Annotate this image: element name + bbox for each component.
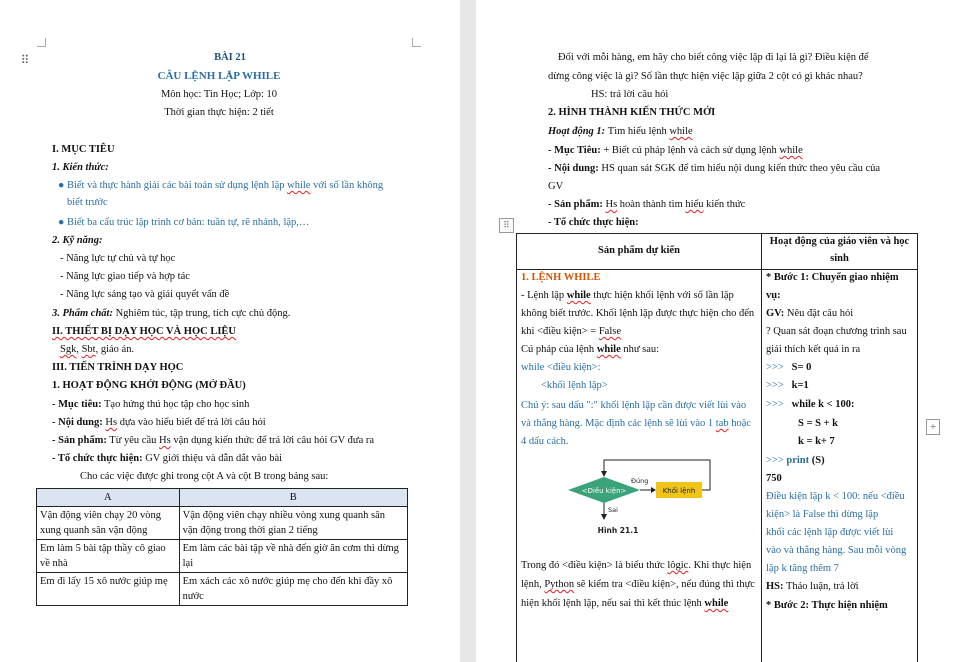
flowchart-condition-label: <Điều kiện> <box>581 487 627 495</box>
header-expected-product: Sản phẩm dự kiến <box>598 245 680 256</box>
flowchart-block-label: Khối lệnh <box>662 487 696 495</box>
question-1: ? Quan sát đoạn chương trình sau <box>766 326 907 337</box>
ab-table <box>36 488 408 606</box>
activity-product: - Sản phẩm: Hs hoàn thành tìm hiểu kiến thức <box>548 199 746 210</box>
qualities-line: 3. Phẩm chất: Nghiêm túc, tập trung, tích cực chủ động. <box>52 308 291 319</box>
table-row: Vận động viên chạy 20 vòng xung quanh sân vận động Vận động viên chạy nhiều vòng xung quanh sân vận động trong thời gian 2 tiếng <box>37 507 408 540</box>
bullet-knowledge-1-cont: biết trước <box>67 197 108 208</box>
note-line-1: Chú ý: sau dấu ":" khối lệnh lặp cần được viết lùi vào <box>521 400 747 411</box>
margin-mark <box>37 38 46 47</box>
skill-2: - Năng lực giao tiếp và hợp tác <box>60 271 190 282</box>
lesson-title: CÂU LỆNH LẶP WHILE <box>157 70 281 82</box>
header-teacher-activity: Hoạt động của giáo viên và học <box>769 236 910 247</box>
header-b: B <box>179 489 407 507</box>
desc-line-2: không biết trước. Khối lệnh lặp được thực hiện cho đến <box>521 308 755 319</box>
syntax-line-2: <khối lệnh lặp> <box>541 380 608 391</box>
materials-line: Sgk, Sbt, giáo án. <box>60 344 135 355</box>
bullet-knowledge-1: ● Biết và thực hành giải các bài toán sử dụng lệnh lặp while với số lần không <box>58 180 384 191</box>
page-right <box>476 0 958 662</box>
code-line-6: >>> print (S) <box>766 455 825 466</box>
code-output: 750 <box>766 473 782 484</box>
note-line-2: và thẳng hàng. Mặc định các lệnh sẽ lùi vào 1 tab hoặc <box>521 418 752 429</box>
lesson-table <box>516 233 918 662</box>
header-divider <box>517 269 917 270</box>
code-line-5: k = k+ 7 <box>798 436 835 447</box>
question-line-3: HS: trả lời câu hỏi <box>591 89 669 100</box>
section-materials: II. THIẾT BỊ DẠY HỌC VÀ HỌC LIỆU <box>52 326 236 337</box>
student-line: HS: Thảo luận, trả lời <box>766 581 859 592</box>
section-new-knowledge: 2. HÌNH THÀNH KIẾN THỨC MỚI <box>548 107 716 118</box>
start-goal: - Mục tiêu: Tạo hứng thú học tập cho học sinh <box>52 399 250 410</box>
flowchart-false-label: Sai <box>608 506 618 514</box>
start-organization: - Tổ chức thực hiện: GV giới thiệu và dẫn dắt vào bài <box>52 453 283 464</box>
column-divider <box>761 234 762 662</box>
header-teacher-activity-cont: sinh <box>830 253 849 264</box>
explain-line-3: hiện khối lệnh lặp, nếu sai thì kết thúc lệnh while <box>521 598 729 609</box>
flowchart-figure <box>565 456 715 536</box>
explain-line-1: Trong đó <điều kiện> là biểu thức lôgic. Khi thực hiện <box>521 560 752 571</box>
drag-handle-icon[interactable]: ⠿ <box>20 52 30 67</box>
step-2: * Bước 2: Thực hiện nhiệm <box>766 600 888 611</box>
activity-organization: - Tổ chức thực hiện: <box>548 217 639 228</box>
flowchart-caption: Hình 21.1 <box>597 526 639 535</box>
teacher-line: GV: Nêu đặt câu hỏi <box>766 308 854 319</box>
explain-r-2: kiện> là False thì dừng lặp <box>766 509 879 520</box>
flowchart-true-label: Đúng <box>631 477 649 485</box>
subsection-knowledge: 1. Kiến thức: <box>52 162 109 173</box>
plus-icon[interactable]: + <box>926 419 940 435</box>
note-line-3: 4 dấu cách. <box>521 436 569 447</box>
margin-mark <box>412 38 421 47</box>
table-row: Em làm 5 bài tập thầy cô giao về nhà Em làm các bài tập về nhà đến giờ ăn cơm thì dừng lại <box>37 540 408 573</box>
section-while: 1. LỆNH WHILE <box>521 272 601 283</box>
table-move-icon[interactable]: ⠿ <box>499 218 514 233</box>
skill-3: - Năng lực sáng tạo và giải quyết vấn đề <box>60 289 230 300</box>
explain-r-5: lặp k tăng thêm 7 <box>766 563 839 574</box>
activity-content: - Nội dung: HS quan sát SGK để tìm hiểu nội dung kiến thức theo yêu cầu của <box>548 163 881 174</box>
header-a: A <box>37 489 180 507</box>
step-1-cont: vụ: <box>766 290 781 301</box>
explain-r-1: Điều kiện lặp k < 100: nếu <điều <box>766 491 905 502</box>
code-line-2: >>> k=1 <box>766 380 809 391</box>
start-product: - Sản phẩm: Từ yêu cầu Hs vận dụng kiến thức để trả lời câu hỏi GV đưa ra <box>52 435 375 446</box>
bullet-knowledge-2: ● Biết ba cấu trúc lập trình cơ bản: tuần tự, rẽ nhánh, lặp,… <box>58 217 310 228</box>
step-1: * Bước 1: Chuyển giao nhiệm <box>766 272 899 283</box>
code-line-3: >>> while k < 100: <box>766 399 855 410</box>
activity-start-heading: 1. HOẠT ĐỘNG KHỞI ĐỘNG (MỞ ĐẦU) <box>52 380 246 391</box>
desc-line-3: khi <điều kiện> = False <box>521 326 622 337</box>
page-left <box>0 0 460 662</box>
code-line-1: >>> S= 0 <box>766 362 812 373</box>
table-intro: Cho các việc được ghi trong cột A và cột B trong bảng sau: <box>80 471 329 482</box>
start-content: - Nội dung: Hs dựa vào hiểu biết để trả lời câu hỏi <box>52 417 266 428</box>
code-line-4: S = S + k <box>798 418 838 429</box>
question-line-2: dừng công việc là gì? Số lần thực hiện việc lặp giữa 2 cột có gì khác nhau? <box>548 71 863 82</box>
subsection-skills: 2. Kỹ năng: <box>52 235 103 246</box>
explain-r-3: khối các lệnh lặp được viết lùi <box>766 527 894 538</box>
table-row: Em đi lấy 15 xô nước giúp mẹ Em xách các xô nước giúp mẹ cho đến khi đầy xô nước <box>37 573 408 606</box>
question-2: giải thích kết quả in ra <box>766 344 861 355</box>
activity-goal: - Mục Tiêu: + Biết cú pháp lệnh và cách sử dụng lệnh while <box>548 145 803 156</box>
question-line-1: Đối với mỗi hàng, em hãy cho biết công việc lặp đi lại là gì? Điều kiện để <box>558 52 869 63</box>
subject-line: Môn học: Tin Học; Lớp: 10 <box>160 89 278 100</box>
explain-line-2: lệnh, Python sẽ kiểm tra <điều kiện>, nếu đúng thì thực <box>521 579 755 590</box>
section-objectives: I. MỤC TIÊU <box>52 144 115 155</box>
activity-content-cont: GV <box>548 181 564 192</box>
skill-1: - Năng lực tự chủ và tự học <box>60 253 176 264</box>
activity-1: Hoạt động 1: Tìm hiểu lệnh while <box>548 126 693 137</box>
lesson-number: BÀI 21 <box>214 52 246 63</box>
table-header-row <box>37 489 408 507</box>
syntax-line-1: while <điều kiện>: <box>521 362 601 373</box>
syntax-intro: Cú pháp của lệnh while như sau: <box>521 344 660 355</box>
section-process: III. TIẾN TRÌNH DẠY HỌC <box>52 362 184 373</box>
duration-line: Thời gian thực hiện: 2 tiết <box>164 107 274 118</box>
explain-r-4: vào và thẳng hàng. Sau mỗi vòng <box>766 545 907 556</box>
desc-line-1: - Lệnh lặp while thực hiện khối lệnh với số lần lặp <box>521 290 734 301</box>
